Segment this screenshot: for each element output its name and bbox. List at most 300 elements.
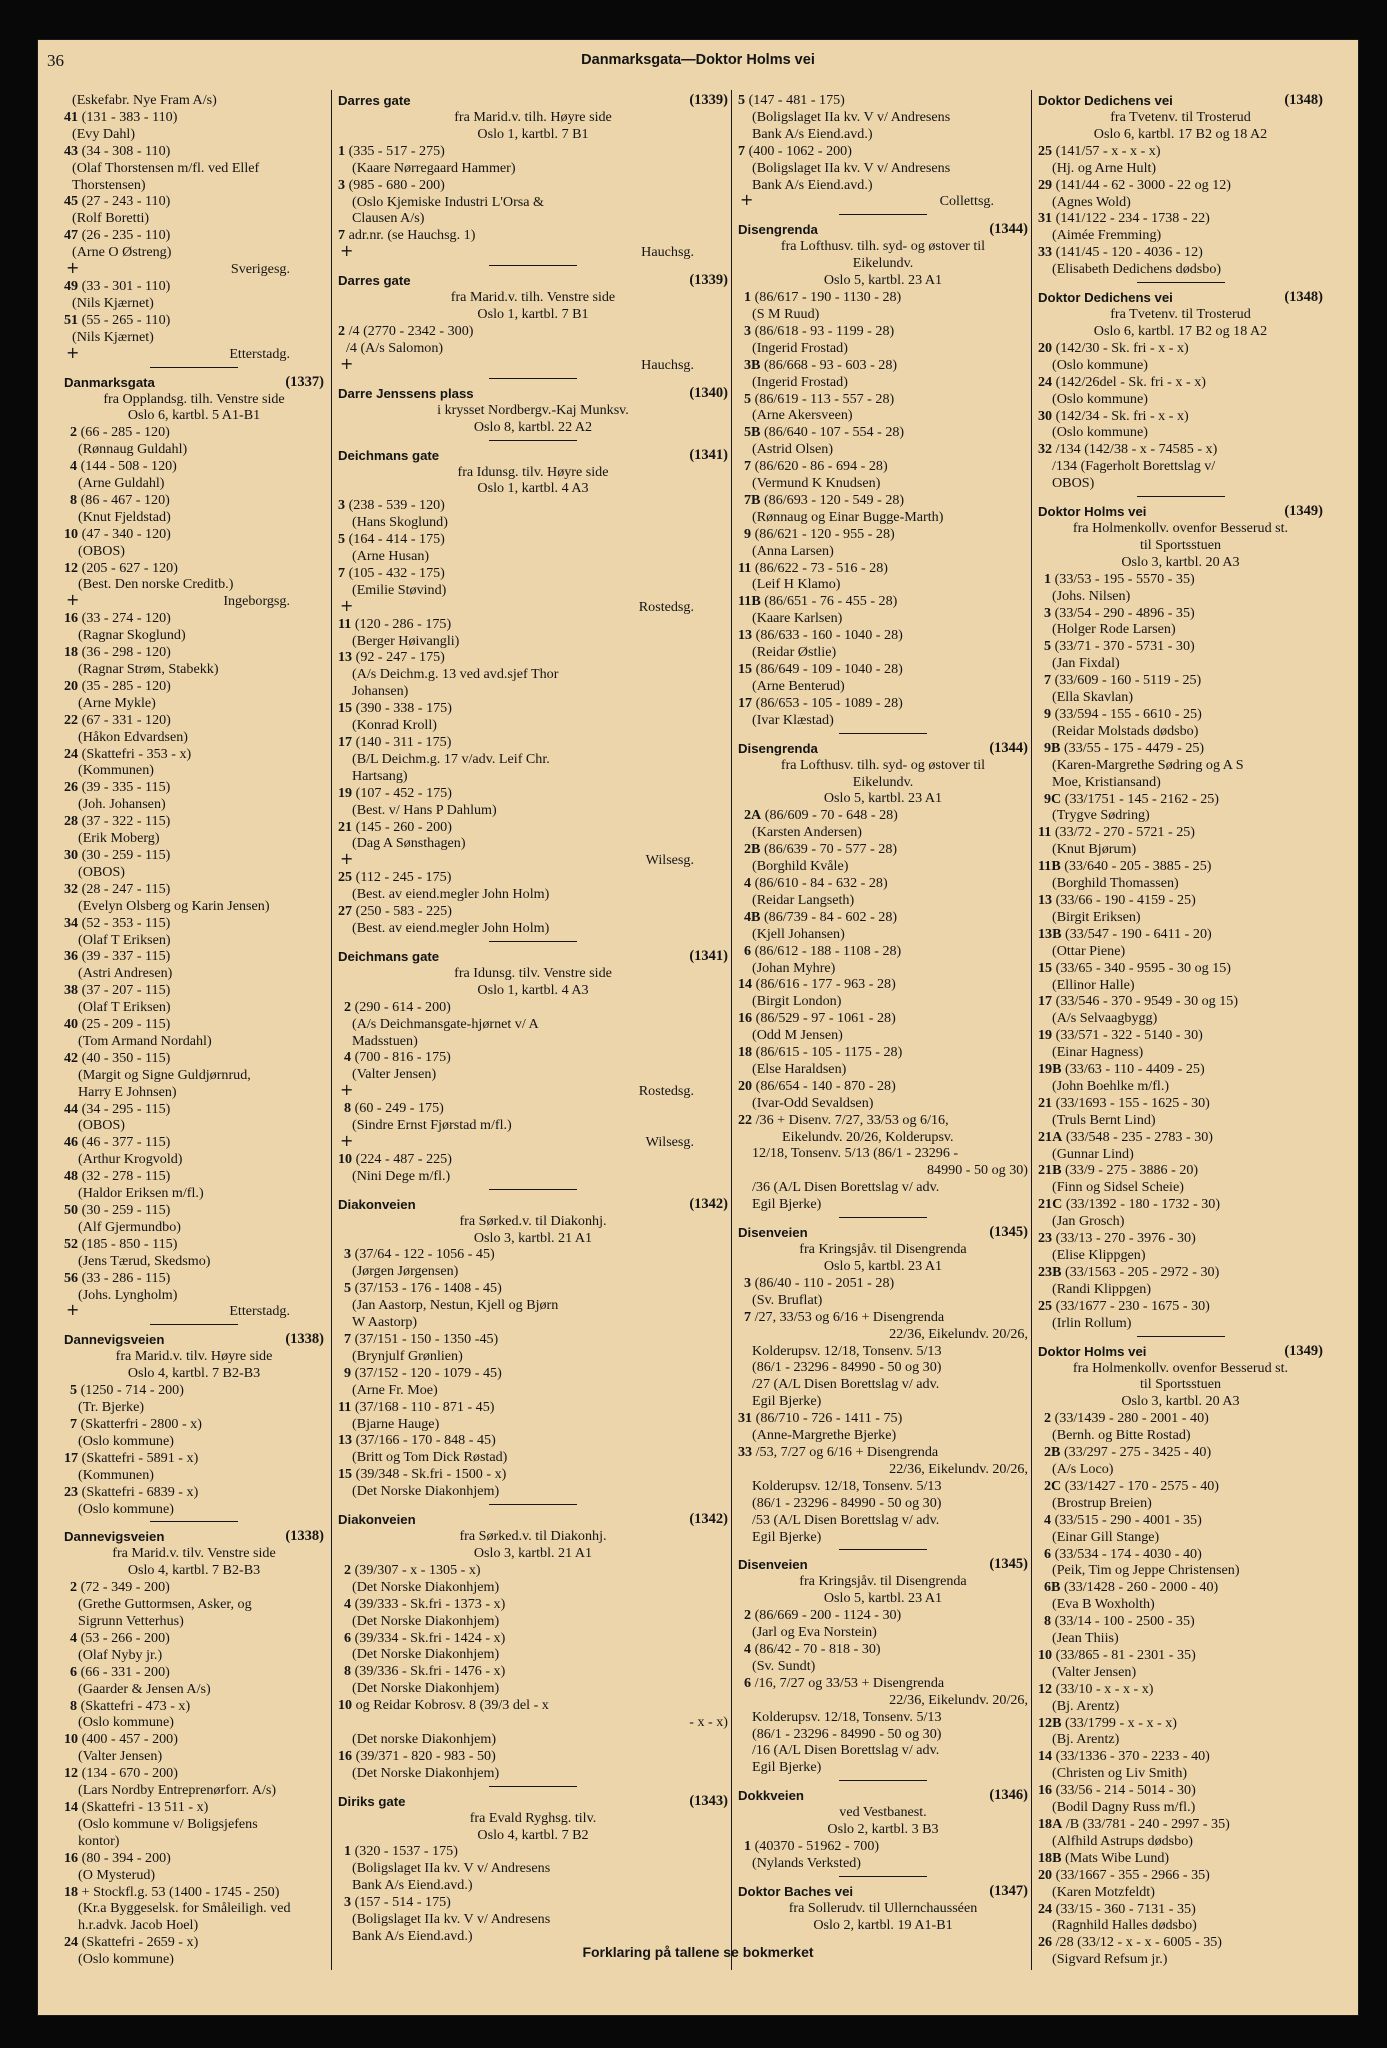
address-entry — [338, 903, 728, 920]
house-number: 12 — [1038, 1680, 1053, 1697]
address-entry — [338, 1399, 728, 1416]
address-entry — [1038, 672, 1323, 689]
house-number: 20 — [64, 677, 79, 694]
street-description: Oslo 8, kartbl. 22 A2 — [473, 418, 593, 435]
entry-detail: (Tr. Bjerke) — [78, 1399, 145, 1416]
cross-street-name: Etterstadg. — [229, 345, 290, 362]
property-values: (66 - 331 - 200) — [80, 1663, 170, 1680]
cross-street-name: Hauchsg. — [641, 356, 694, 373]
address-entry — [738, 1641, 1028, 1658]
property-values: + Stockfl.g. 53 (1400 - 1745 - 250) — [81, 1883, 280, 1900]
cross-street — [338, 1083, 728, 1100]
address-entry — [64, 1450, 324, 1467]
address-entry — [338, 734, 728, 751]
street-heading — [338, 1511, 728, 1528]
entry-detail: Egil Bjerke) — [752, 1759, 822, 1776]
house-number: 5 — [70, 1382, 78, 1399]
entry-detail: (Einar Hagness) — [1052, 1044, 1144, 1061]
entry-detail: (Gaarder & Jensen A/s) — [78, 1680, 211, 1697]
entry-detail: (Kr.a Byggeselsk. for Småleiligh. ved — [78, 1900, 291, 1917]
house-number: 23 — [1038, 1230, 1053, 1247]
property-values: /B (33/781 - 240 - 2997 - 35) — [1065, 1816, 1230, 1832]
cross-street — [338, 1134, 728, 1151]
directory-page — [38, 40, 1358, 2015]
address-entry — [64, 1050, 324, 1067]
entry-detail: (Evy Dahl) — [72, 125, 136, 142]
property-values: (37/166 - 170 - 848 - 45) — [355, 1432, 496, 1449]
property-values: (86/654 - 140 - 870 - 28) — [755, 1077, 896, 1094]
house-number: 10 — [64, 1731, 79, 1748]
address-entry — [738, 909, 1028, 926]
street-description: fra Tvetenv. til Trosterud — [1110, 306, 1251, 323]
address-entry — [1038, 740, 1323, 757]
address-entry — [738, 976, 1028, 993]
address-entry — [338, 1843, 728, 1860]
address-entry — [64, 1382, 324, 1399]
cross-street-icon: + — [340, 598, 354, 615]
address-entry — [338, 143, 728, 160]
street-description: fra Sørked.v. til Diakonhj. — [459, 1212, 607, 1229]
address-entry — [64, 526, 324, 543]
address-entry — [1038, 441, 1323, 458]
address-entry — [1038, 1613, 1323, 1630]
house-number: 15 — [1038, 959, 1053, 976]
entry-detail: (Astrid Olsen) — [752, 441, 834, 458]
property-values: (700 - 816 - 175) — [354, 1049, 451, 1066]
entry-detail: (Kaare Nørregaard Hammer) — [352, 159, 516, 176]
address-entry — [64, 278, 324, 295]
entry-detail: (Oslo kommune v/ Boligsjefens — [78, 1815, 258, 1832]
address-entry — [64, 1236, 324, 1253]
house-number: 45 — [64, 193, 79, 210]
section-divider — [839, 1780, 927, 1781]
property-values: (25 - 209 - 115) — [81, 1016, 171, 1033]
street-description: Eikelundv. — [852, 773, 914, 790]
entry-detail: (Bj. Arentz) — [1052, 1697, 1120, 1714]
house-number: 25 — [338, 869, 353, 886]
entry-detail: (Olaf T Eriksen) — [78, 999, 171, 1016]
house-number: 8 — [344, 1100, 352, 1117]
entry-detail: (Truls Bernt Lind) — [1052, 1111, 1156, 1128]
entry-detail: (Knut Fjeldstad) — [78, 508, 171, 525]
house-number: 1 — [744, 1838, 752, 1855]
address-entry — [64, 560, 324, 577]
entry-detail: (Best. v/ Hans P Dahlum) — [352, 801, 497, 818]
house-number: 6 — [344, 1629, 352, 1646]
entry-detail: (Rønnaug og Einar Bugge-Marth) — [752, 508, 944, 525]
entry-continuation: 22/36, Eikelundv. 20/26, — [889, 1325, 1028, 1342]
property-values: (86/649 - 109 - 1040 - 28) — [755, 661, 903, 677]
section-divider — [839, 214, 927, 215]
street-name: Disenveien — [738, 1225, 808, 1241]
street-description: Oslo 4, kartbl. 7 B2-B3 — [127, 1562, 261, 1579]
house-number: 7 — [70, 1415, 78, 1432]
column-divider — [1031, 90, 1032, 1970]
house-number: 21 — [1038, 1094, 1053, 1111]
section-divider — [150, 367, 238, 368]
house-number: 8 — [70, 1697, 78, 1714]
property-values: (33/56 - 214 - 5014 - 30) — [1055, 1782, 1196, 1799]
property-values: (134 - 670 - 200) — [81, 1765, 178, 1782]
address-entry — [1038, 1444, 1323, 1461]
street-description: Oslo 5, kartbl. 23 A1 — [823, 790, 943, 807]
street-heading — [64, 374, 324, 391]
property-values: /16, 7/27 og 33/53 + Disengrenda — [754, 1674, 945, 1691]
property-values: (185 - 850 - 115) — [81, 1235, 178, 1252]
property-values: (86/40 - 110 - 2051 - 28) — [754, 1274, 895, 1291]
address-entry — [1038, 408, 1323, 425]
address-entry — [338, 323, 728, 340]
street-description: Oslo 2, kartbl. 19 A1-B1 — [813, 1916, 953, 1933]
property-values: (320 - 1537 - 175) — [354, 1843, 458, 1860]
entry-detail: Egil Bjerke) — [752, 1528, 822, 1545]
property-values: (33/609 - 160 - 5119 - 25) — [1054, 672, 1202, 689]
address-entry — [338, 1049, 728, 1066]
property-values: (105 - 432 - 175) — [348, 564, 445, 581]
address-entry — [1038, 1867, 1323, 1884]
entry-detail: (Konrad Kroll) — [352, 717, 437, 734]
street-number: (1343) — [689, 1792, 728, 1809]
entry-detail: (John Boehlke m/fl.) — [1052, 1077, 1170, 1094]
entry-detail: (Evelyn Olsberg og Karin Jensen) — [78, 897, 270, 914]
house-number: 41 — [64, 108, 79, 125]
house-number: 44 — [64, 1100, 79, 1117]
property-values: (33/55 - 175 - 4479 - 25) — [1063, 739, 1205, 756]
property-values: (142/30 - Sk. fri - x - x) — [1055, 339, 1189, 356]
property-values: (131 - 383 - 110) — [81, 108, 178, 125]
property-values: (33 - 301 - 110) — [81, 277, 171, 294]
house-number: 24 — [64, 1934, 79, 1951]
address-entry — [338, 1596, 728, 1613]
property-values: (39/371 - 820 - 983 - 50) — [355, 1747, 496, 1764]
entry-detail: Eikelundv. 20/26, Kolderupsv. — [782, 1128, 954, 1145]
property-values: (33/14 - 100 - 2500 - 35) — [1054, 1613, 1195, 1630]
address-entry — [1038, 1027, 1323, 1044]
property-values: (33/63 - 110 - 4409 - 25) — [1065, 1061, 1205, 1078]
address-entry — [64, 644, 324, 661]
property-values: (86/633 - 160 - 1040 - 28) — [755, 627, 903, 644]
entry-detail: (Reidar Langseth) — [752, 891, 855, 908]
house-number: 8 — [1044, 1613, 1052, 1630]
property-values: (33/534 - 174 - 4030 - 40) — [1054, 1545, 1202, 1562]
entry-detail: (O Mysterud) — [78, 1866, 156, 1883]
section-divider — [489, 1786, 577, 1787]
entry-detail: (Ragnar Strøm, Stabekk) — [78, 661, 219, 677]
address-entry — [738, 661, 1028, 678]
street-description: Oslo 6, kartbl. 17 B2 og 18 A2 — [1093, 322, 1268, 339]
address-entry — [1038, 824, 1323, 841]
property-values: (86/640 - 107 - 554 - 28) — [763, 424, 905, 441]
street-heading — [738, 740, 1028, 757]
entry-detail: /4 (A/s Salomon) — [346, 339, 444, 356]
address-entry — [338, 785, 728, 802]
entry-detail: (Agnes Wold) — [1052, 193, 1131, 210]
address-entry — [1038, 1579, 1323, 1596]
entry-detail: (Arthur Krogvold) — [78, 1151, 183, 1168]
house-number: 4 — [1044, 1511, 1052, 1528]
section-divider — [839, 1549, 927, 1550]
house-number: 4 — [70, 1629, 78, 1646]
property-values: (86/618 - 93 - 1199 - 28) — [754, 322, 895, 339]
property-values: (35 - 285 - 120) — [81, 677, 171, 694]
entry-detail: (Elisabeth Dedichens dødsbo) — [1052, 261, 1222, 278]
street-name: Dannevigsveien — [64, 1332, 165, 1348]
cross-street-name: Collettsg. — [939, 193, 994, 210]
address-entry — [738, 458, 1028, 475]
house-number: 11B — [738, 593, 761, 610]
property-values: (335 - 517 - 275) — [348, 142, 445, 159]
property-values: (39/336 - Sk.fri - 1476 - x) — [354, 1663, 506, 1680]
street-heading — [338, 1196, 728, 1213]
street-description: ved Vestbanest. — [839, 1804, 927, 1821]
street-heading — [738, 221, 1028, 238]
house-number: 16 — [738, 1010, 753, 1027]
property-values: (86 - 467 - 120) — [80, 491, 170, 508]
street-description: Eikelundv. — [852, 255, 914, 272]
property-values: (390 - 338 - 175) — [355, 700, 452, 717]
entry-detail: (Olaf Nyby jr.) — [78, 1646, 163, 1663]
street-heading — [64, 1331, 324, 1348]
house-number: 8 — [344, 1663, 352, 1680]
property-values: (37 - 207 - 115) — [81, 982, 171, 999]
house-number: 21C — [1038, 1196, 1063, 1213]
address-entry — [338, 1246, 728, 1263]
property-values: (Mats Wibe Lund) — [1065, 1849, 1170, 1866]
address-entry — [1038, 1129, 1323, 1146]
address-entry — [64, 1884, 324, 1901]
property-values: (33/1427 - 170 - 2575 - 40) — [1064, 1477, 1219, 1494]
address-entry — [738, 289, 1028, 306]
address-entry — [1038, 1162, 1323, 1179]
property-values: (86/617 - 190 - 1130 - 28) — [754, 289, 902, 306]
house-number: 22 — [738, 1111, 753, 1128]
house-number: 51 — [64, 311, 79, 328]
property-values: /4 (2770 - 2342 - 300) — [348, 322, 474, 339]
address-entry — [1038, 858, 1323, 875]
house-number: 3 — [744, 1274, 752, 1291]
property-values: (238 - 539 - 120) — [348, 497, 445, 514]
property-values: (205 - 627 - 120) — [81, 559, 178, 576]
address-entry — [1038, 638, 1323, 655]
address-entry — [738, 695, 1028, 712]
entry-detail: (Eva B Woxholth) — [1052, 1596, 1155, 1613]
property-values: (Skattefri - 13 511 - x) — [81, 1799, 209, 1815]
cross-street-icon: + — [340, 1083, 354, 1100]
property-values: adr.nr. (se Hauchsg. 1) — [348, 227, 476, 244]
street-heading — [738, 1883, 1028, 1900]
entry-detail: (Grethe Guttormsen, Asker, og — [78, 1596, 252, 1613]
property-values: (33/1693 - 155 - 1625 - 30) — [1055, 1094, 1210, 1111]
street-name: Diakonveien — [338, 1512, 416, 1528]
entry-detail: (Oslo kommune) — [1052, 424, 1148, 441]
entry-detail: (Birgit London) — [752, 993, 842, 1010]
street-name: Disengrenda — [738, 740, 818, 756]
house-number: 30 — [1038, 407, 1053, 424]
house-number: 24 — [64, 745, 79, 762]
cross-street-icon: + — [66, 261, 80, 278]
address-entry — [1038, 993, 1323, 1010]
street-description: Oslo 6, kartbl. 5 A1-B1 — [127, 407, 261, 424]
entry-detail: (Leif H Klamo) — [752, 576, 841, 593]
entry-continuation: 22/36, Eikelundv. 20/26, — [889, 1691, 1028, 1708]
entry-detail: /53 (A/L Disen Borettslag v/ adv. — [752, 1511, 940, 1528]
entry-detail: (Ingerid Frostad) — [752, 373, 848, 390]
address-entry — [1038, 1748, 1323, 1765]
cross-street-icon: + — [66, 593, 80, 610]
street-name: Deichmans gate — [338, 948, 440, 964]
section-divider — [150, 1521, 238, 1522]
house-number: 34 — [64, 914, 79, 931]
house-number: 2 — [344, 1561, 352, 1578]
street-name: Dokkveien — [738, 1788, 804, 1804]
property-values: (33 - 274 - 120) — [81, 610, 171, 627]
street-number: (1339) — [689, 272, 728, 289]
house-number: 2B — [1044, 1444, 1061, 1461]
house-number: 18 — [64, 1883, 79, 1900]
property-values: (33/515 - 290 - 4001 - 35) — [1054, 1511, 1202, 1528]
street-heading — [338, 1793, 728, 1810]
street-heading — [1038, 289, 1323, 306]
entry-detail: (B/L Deichm.g. 17 v/adv. Leif Chr. — [352, 750, 550, 767]
house-number: 19 — [1038, 1027, 1053, 1044]
property-values: (33/54 - 290 - 4896 - 35) — [1054, 604, 1195, 621]
address-entry — [338, 1630, 728, 1647]
address-entry — [738, 1275, 1028, 1292]
cross-street-icon: + — [340, 244, 354, 261]
house-number: 4 — [70, 458, 78, 475]
address-entry — [64, 193, 324, 210]
property-values: (86/639 - 70 - 577 - 28) — [763, 841, 898, 858]
entry-detail: (Johs. Lyngholm) — [78, 1286, 178, 1303]
address-entry — [338, 1663, 728, 1680]
entry-detail: Bank A/s Eiend.avd.) — [352, 1877, 473, 1894]
entry-detail: (Ella Skavlan) — [1052, 689, 1134, 706]
house-number: 7 — [344, 1331, 352, 1347]
address-entry — [64, 678, 324, 695]
house-number: 9 — [344, 1364, 352, 1381]
address-entry — [64, 1698, 324, 1715]
street-heading — [1038, 92, 1323, 109]
street-description: fra Evald Ryghsg. tilv. — [469, 1809, 597, 1826]
property-values: (33/72 - 270 - 5721 - 25) — [1054, 824, 1195, 841]
street-number: (1342) — [689, 1511, 728, 1528]
street-description: Oslo 3, kartbl. 21 A1 — [473, 1229, 593, 1246]
property-values: (147 - 481 - 175) — [748, 92, 845, 108]
house-number: 17 — [338, 734, 353, 750]
property-values: (141/122 - 234 - 1738 - 22) — [1055, 210, 1210, 227]
entry-detail: (Sv. Bruflat) — [752, 1291, 823, 1308]
property-values: (290 - 614 - 200) — [354, 998, 451, 1015]
entry-detail: (Lars Nordby Entreprenørforr. A/s) — [78, 1782, 277, 1799]
address-entry — [64, 492, 324, 509]
entry-detail: (Håkon Edvardsen) — [78, 728, 188, 745]
address-entry — [1038, 143, 1323, 160]
property-values: (39/348 - Sk.fri - 1500 - x) — [355, 1466, 507, 1483]
entry-detail: (Jean Thiis) — [1052, 1630, 1119, 1647]
entry-detail: (Erik Moberg) — [78, 830, 160, 847]
house-number: 14 — [64, 1799, 79, 1815]
house-number: 20 — [1038, 1866, 1053, 1883]
property-values: (39/333 - Sk.fri - 1373 - x) — [354, 1595, 506, 1612]
address-entry — [1038, 605, 1323, 622]
street-number: (1341) — [689, 446, 728, 463]
entry-detail: (A/s Deichmansgate-hjørnet v/ A — [352, 1015, 539, 1032]
house-number: 4 — [744, 1641, 752, 1658]
entry-detail: (Arne O Østreng) — [72, 244, 172, 261]
entry-detail: (Tom Armand Nordahl) — [78, 1032, 212, 1049]
house-number: 23 — [64, 1483, 79, 1500]
property-values: (34 - 308 - 110) — [81, 142, 171, 159]
house-number: 18 — [64, 644, 79, 661]
street-description: fra Sørked.v. til Diakonhj. — [459, 1528, 607, 1545]
street-heading — [1038, 1343, 1323, 1360]
property-values: (33/9 - 275 - 3886 - 20) — [1065, 1162, 1199, 1179]
house-number: 46 — [64, 1134, 79, 1151]
property-values: (985 - 680 - 200) — [348, 176, 445, 193]
entry-detail: (Boligslaget IIa kv. V v/ Andresens — [752, 159, 951, 176]
address-entry — [1038, 1264, 1323, 1281]
entry-detail: (Bernh. og Bitte Rostad) — [1052, 1427, 1191, 1444]
entry-detail: /134 (Fagerholt Borettslag v/ — [1052, 458, 1216, 475]
address-entry — [738, 1675, 1028, 1692]
street-description: til Sportsstuen — [1139, 536, 1222, 553]
street-heading — [738, 1556, 1028, 1573]
property-values: (33/10 - x - x - x) — [1055, 1680, 1154, 1697]
house-number: 1 — [1044, 570, 1052, 587]
entry-detail: (Ragnar Skoglund) — [78, 627, 186, 644]
cross-street-icon: + — [340, 1133, 354, 1150]
street-number: (1344) — [989, 221, 1028, 238]
entry-detail: (Best. Den norske Creditb.) — [78, 576, 234, 593]
property-values: (33/1392 - 180 - 1732 - 30) — [1065, 1196, 1221, 1213]
property-values: (66 - 285 - 120) — [80, 424, 170, 441]
house-number: 40 — [64, 1016, 79, 1033]
entry-detail: (Kjell Johansen) — [752, 925, 845, 942]
street-description: fra Lofthusv. tilh. syd- og østover til — [780, 756, 986, 773]
house-number: 1 — [744, 289, 752, 306]
address-entry — [64, 746, 324, 763]
entry-detail: (Knut Bjørum) — [1052, 841, 1137, 858]
property-values: (80 - 394 - 200) — [81, 1849, 171, 1866]
address-entry — [738, 1410, 1028, 1427]
street-name: Dannevigsveien — [64, 1529, 165, 1545]
cross-street-name: Rostedsg. — [638, 598, 694, 615]
entry-detail: (Det Norske Diakonhjem) — [352, 1578, 500, 1595]
property-values: (33/548 - 235 - 2783 - 30) — [1065, 1128, 1213, 1145]
entry-detail: (Trygve Sødring) — [1052, 807, 1150, 824]
house-number: 10 — [338, 1150, 353, 1167]
property-values: (Skattefri - 353 - x) — [81, 745, 192, 762]
house-number: 3B — [744, 356, 761, 373]
property-values: (86/615 - 105 - 1175 - 28) — [755, 1044, 903, 1061]
property-values: (86/619 - 113 - 557 - 28) — [754, 390, 895, 407]
cross-street-name: Etterstadg. — [229, 1303, 290, 1320]
property-values: (400 - 457 - 200) — [81, 1731, 178, 1748]
street-name: Doktor Dedichens vei — [1038, 290, 1173, 306]
street-description: Oslo 3, kartbl. 20 A3 — [1121, 553, 1240, 570]
entry-detail: (Peik, Tim og Jeppe Christensen) — [1052, 1562, 1240, 1579]
address-entry — [64, 712, 324, 729]
entry-detail: Moe, Kristiansand) — [1052, 773, 1161, 790]
property-values: (34 - 295 - 115) — [81, 1100, 171, 1117]
house-number: 9C — [1044, 790, 1062, 807]
house-number: 8 — [70, 491, 78, 508]
property-values: (120 - 286 - 175) — [354, 615, 452, 632]
property-values: (52 - 353 - 115) — [81, 914, 171, 931]
address-entry — [64, 1016, 324, 1033]
address-entry — [738, 875, 1028, 892]
entry-detail: (Odd M Jensen) — [752, 1027, 843, 1044]
